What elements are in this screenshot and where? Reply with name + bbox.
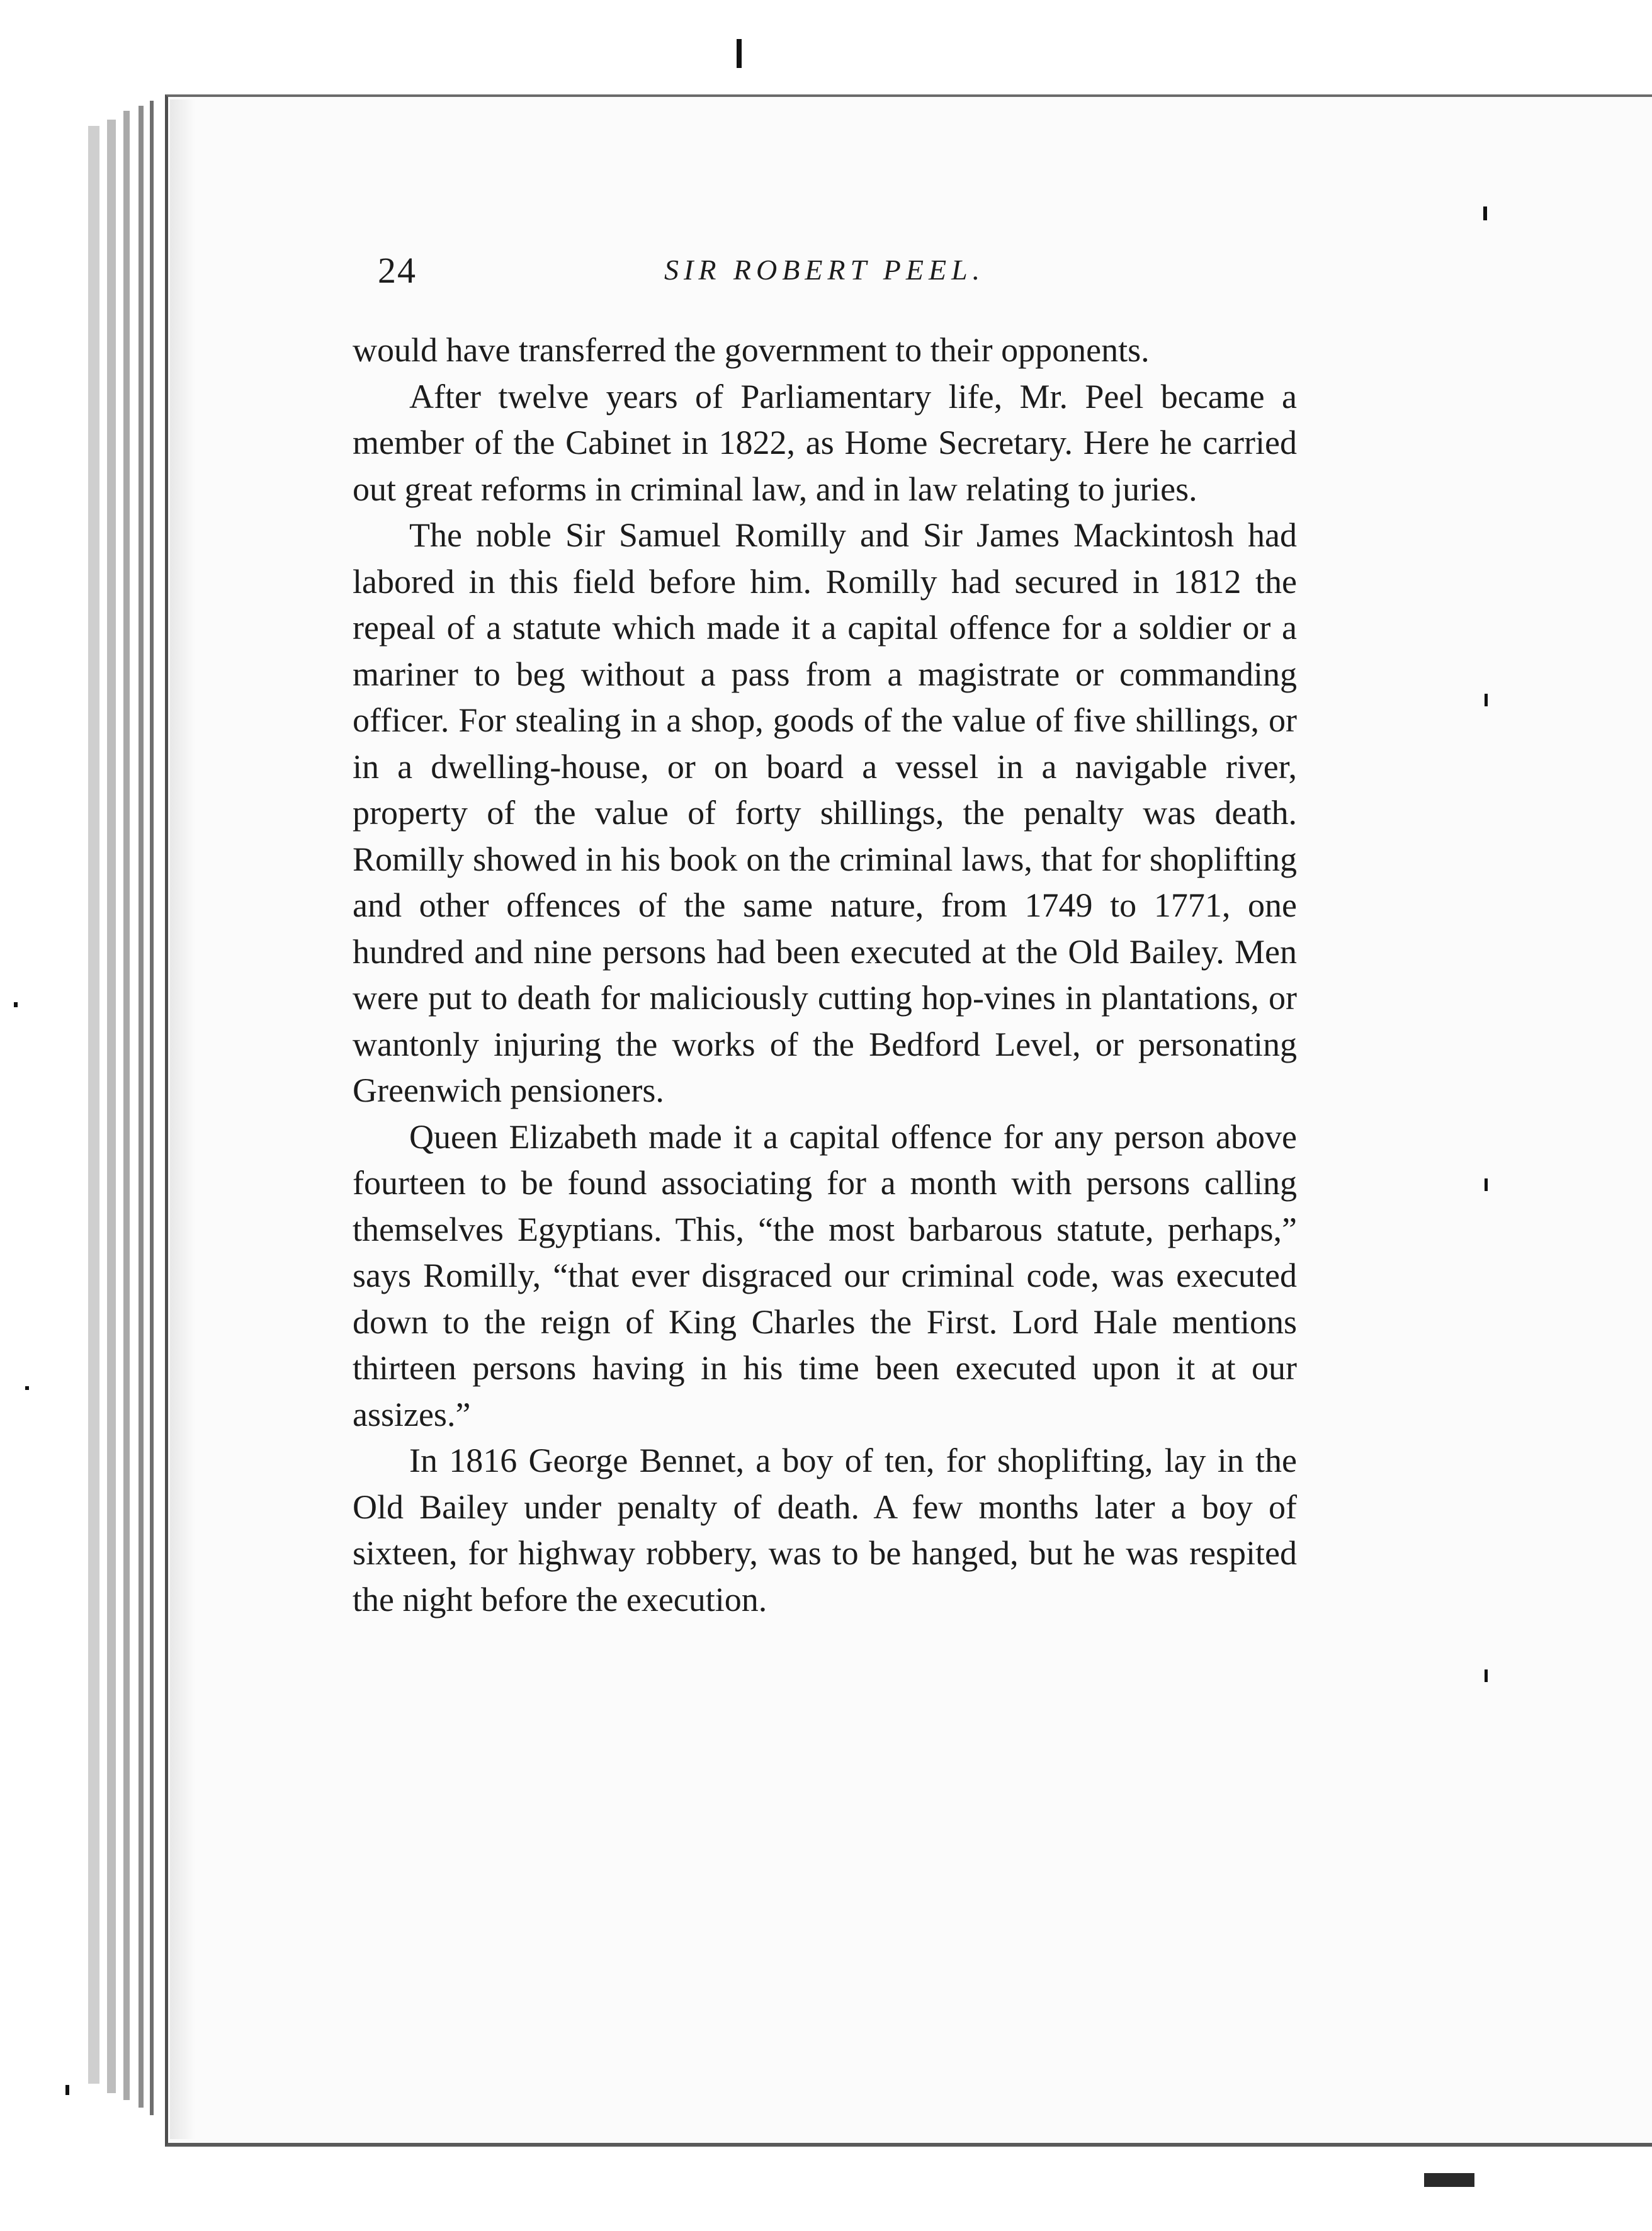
paragraph: Queen Elizabeth made it a capital offence for any person above fourteen to be found associating for a month with persons calling themselves Egyptians. This, “the most barbarous statute, perhaps,” says Romilly, “that ever disgraced our criminal code, was executed down to the reign of King Charles the First. Lord Hale mentions thirteen persons having in his time been executed upon it at our assizes.” [353, 1117, 1297, 1433]
scan-speck [65, 2085, 69, 2095]
scan-speck [1483, 206, 1487, 220]
scan-speck [1424, 2173, 1474, 2187]
paragraph: In 1816 George Bennet, a boy of ten, for shoplifting, lay in the Old Bailey under penalty of death. A few months later a boy of sixteen, for highway robbery, was to be hanged, but he was respited the night before the execution. [353, 1442, 1297, 1618]
book-page-edge [107, 120, 116, 2093]
scan-speck [1485, 1178, 1488, 1191]
page-number: 24 [378, 250, 417, 291]
book-page-edge [123, 111, 130, 2100]
page-gutter-shadow [170, 99, 195, 2139]
scan-speck [1485, 694, 1488, 706]
scan-speck [14, 1002, 18, 1007]
body-text [353, 327, 1297, 1623]
scan-speck [25, 1386, 29, 1390]
paragraph: After twelve years of Parliamentary life, Mr. Peel became a member of the Cabinet in 1822, as Home Secretary. Here he carried out great reforms in criminal law, and in law relating to juries. [353, 377, 1297, 508]
page-header [378, 249, 1297, 293]
paragraph: would have transferred the government to their opponents. [353, 331, 1150, 369]
running-head: SIR ROBERT PEEL. [664, 254, 985, 286]
book-page-edge [139, 106, 144, 2108]
book-page-edge [150, 101, 154, 2115]
paragraph: The noble Sir Samuel Romilly and Sir James Mackintosh had labored in this field before him. Romilly had secured in 1812 the repeal of a statute which made it a capital offence for a soldier or a mariner to beg without a pass from a magistrate or commanding officer. For stealing in a shop, goods of the value of five shillings, or in a dwelling-house, or on board a vessel in a navigable river, property of the value of forty shillings, the penalty was death. Romilly showed in his book on the criminal laws, that for shoplifting and other offences of the same nature, from 1749 to 1771, one hundred and nine persons had been executed at the Old Bailey. Men were put to death for maliciously cutting hop-vines in plantations, or wantonly injuring the works of the Bedford Level, or personating Greenwich pensioners. [353, 516, 1297, 1109]
scan-speck [737, 39, 742, 68]
book-page-edge [88, 126, 99, 2084]
scan-speck [1485, 1669, 1488, 1682]
